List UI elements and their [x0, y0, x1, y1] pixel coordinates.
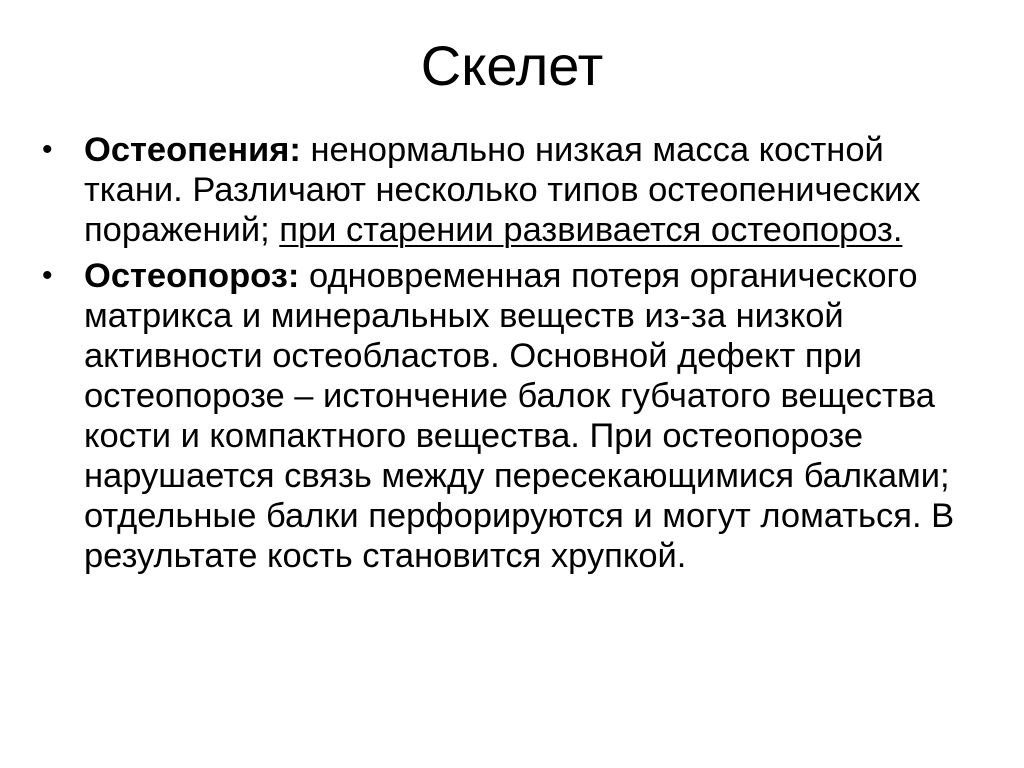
bullet-term: Остеопороз: [84, 257, 300, 295]
bullet-list [40, 130, 990, 582]
bullet-osteopenia [40, 130, 990, 250]
bullet-icon: • [42, 133, 53, 166]
bullet-underlined-text: при старении развивается остеопороз. [279, 211, 903, 249]
slide-title: Скелет [420, 34, 604, 97]
bullet-icon: • [42, 259, 53, 292]
bullet-osteoporosis [40, 256, 990, 576]
bullet-term: Остеопения: [84, 131, 301, 169]
bullet-text: ненормально низкая масса костной ткани. Различают несколько типов остеопенических поражений; [84, 131, 921, 249]
bullet-text: одновременная потеря органического матрикса и минеральных веществ из-за низкой активности остеобластов. Основной дефект при остеопорозе – истончение балок губчатого вещества кости и компактного вещества. При остеопорозе нарушается связь между пересекающимися балками; отдельные балки перфорируются и могут ломаться. В результате кость становится хрупкой. [84, 257, 955, 575]
